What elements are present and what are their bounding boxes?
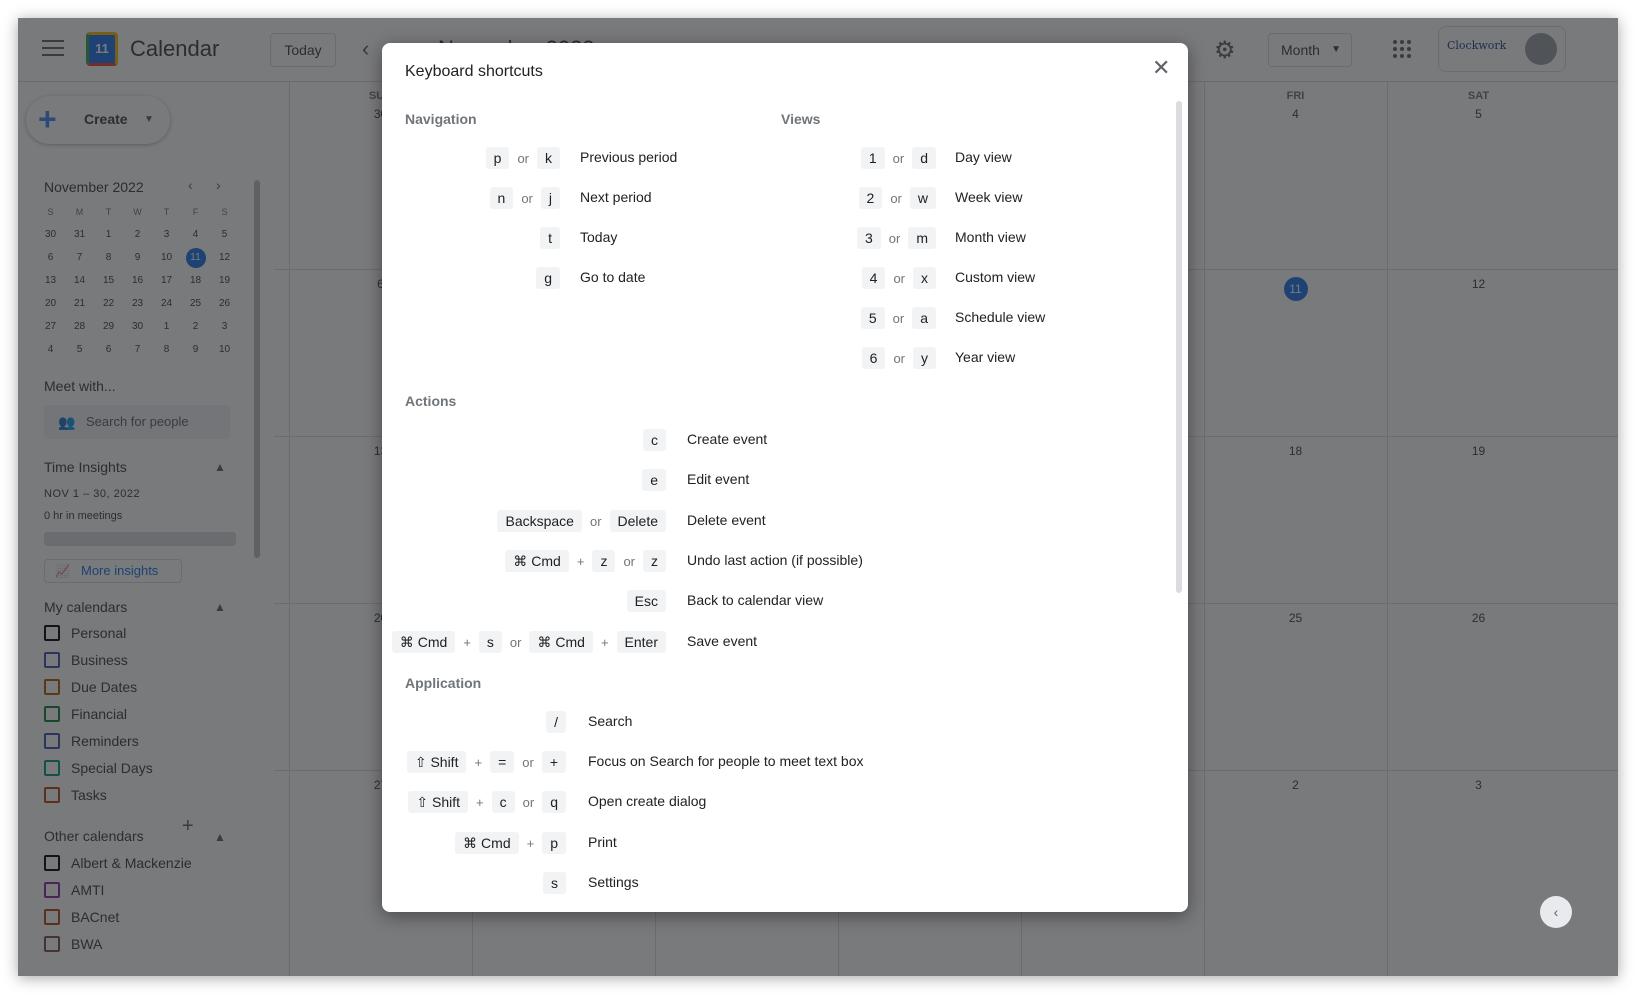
shortcut-keys bbox=[540, 871, 569, 895]
key-cap: ⇧ Shift bbox=[407, 751, 467, 773]
or-separator: or bbox=[522, 794, 535, 810]
plus-separator: + bbox=[474, 754, 483, 770]
shortcut-description: Search bbox=[588, 713, 633, 729]
shortcut-description: Today bbox=[580, 229, 618, 245]
shortcut-description: Week view bbox=[955, 189, 1023, 205]
key-cap: t bbox=[540, 227, 560, 249]
shortcut-keys bbox=[858, 146, 939, 170]
views-heading: Views bbox=[781, 111, 821, 127]
shortcut-keys bbox=[404, 750, 569, 774]
shortcut-description: Settings bbox=[588, 874, 639, 890]
plus-separator: + bbox=[600, 634, 609, 650]
key-cap: d bbox=[912, 147, 936, 169]
shortcut-keys bbox=[483, 146, 563, 170]
shortcut-keys bbox=[452, 831, 569, 855]
shortcut-description: Focus on Search for people to meet text box bbox=[588, 753, 864, 769]
plus-separator: + bbox=[526, 835, 535, 851]
key-cap: Enter bbox=[617, 631, 666, 653]
or-separator: or bbox=[888, 230, 901, 246]
shortcut-description: Save event bbox=[687, 633, 758, 649]
shortcut-keys bbox=[502, 549, 669, 573]
shortcut-keys bbox=[854, 226, 939, 250]
key-cap: w bbox=[910, 187, 936, 209]
key-cap: ⇧ Shift bbox=[408, 791, 468, 813]
shortcut-keys bbox=[859, 346, 939, 370]
or-separator: or bbox=[892, 150, 905, 166]
key-cap: c bbox=[492, 791, 515, 813]
or-separator: or bbox=[517, 150, 529, 166]
application-heading: Application bbox=[405, 675, 482, 691]
shortcut-description: Delete event bbox=[687, 512, 766, 528]
shortcut-keys bbox=[859, 266, 939, 290]
key-cap: y bbox=[913, 347, 936, 369]
plus-separator: + bbox=[476, 794, 484, 810]
shortcut-description: Next period bbox=[580, 189, 652, 205]
shortcut-description: Print bbox=[588, 834, 617, 850]
shortcut-keys bbox=[640, 428, 669, 452]
or-separator: or bbox=[623, 553, 635, 569]
key-cap: Backspace bbox=[497, 510, 581, 532]
shortcut-description: Schedule view bbox=[955, 309, 1046, 325]
shortcut-keys bbox=[389, 630, 669, 654]
plus-separator: + bbox=[463, 634, 471, 650]
shortcut-keys bbox=[624, 589, 669, 613]
key-cap: p bbox=[542, 832, 566, 854]
shortcut-keys bbox=[856, 186, 939, 210]
navigation-heading: Navigation bbox=[405, 111, 477, 127]
shortcut-keys bbox=[494, 509, 669, 533]
key-cap: e bbox=[642, 469, 666, 491]
key-cap: c bbox=[643, 429, 666, 451]
shortcut-description: Day view bbox=[955, 149, 1012, 165]
or-separator: or bbox=[509, 634, 522, 650]
shortcut-keys bbox=[487, 186, 563, 210]
shortcut-description: Back to calendar view bbox=[687, 592, 824, 608]
key-cap: x bbox=[913, 267, 936, 289]
shortcut-keys bbox=[858, 306, 939, 330]
key-cap: a bbox=[912, 307, 936, 329]
keyboard-shortcuts-dialog bbox=[382, 43, 1188, 912]
key-cap: q bbox=[542, 791, 566, 813]
plus-separator: + bbox=[576, 553, 585, 569]
actions-heading: Actions bbox=[405, 393, 457, 409]
or-separator: or bbox=[893, 350, 905, 366]
or-separator: or bbox=[892, 310, 905, 326]
key-cap: ⌘ Cmd bbox=[455, 832, 518, 854]
shortcut-description: Go to date bbox=[580, 269, 646, 285]
key-cap: Delete bbox=[610, 510, 666, 532]
key-cap: 1 bbox=[861, 147, 885, 169]
dialog-title: Keyboard shortcuts bbox=[405, 63, 543, 80]
shortcut-description: Month view bbox=[955, 229, 1026, 245]
shortcut-keys bbox=[639, 468, 669, 492]
shortcut-description: Undo last action (if possible) bbox=[687, 552, 863, 568]
key-cap: ⌘ Cmd bbox=[505, 550, 568, 572]
key-cap: / bbox=[546, 711, 566, 733]
key-cap: g bbox=[536, 267, 560, 289]
or-separator: or bbox=[589, 513, 602, 529]
key-cap: ⌘ Cmd bbox=[529, 631, 592, 653]
key-cap: 6 bbox=[862, 347, 886, 369]
shortcut-keys bbox=[543, 710, 569, 734]
key-cap: + bbox=[542, 751, 566, 773]
or-separator: or bbox=[522, 754, 534, 770]
side-panel-toggle-icon[interactable]: ‹ bbox=[1540, 896, 1572, 928]
app-window bbox=[18, 18, 1618, 976]
shortcut-description: Custom view bbox=[955, 269, 1036, 285]
key-cap: z bbox=[592, 550, 615, 572]
shortcut-description: Year view bbox=[955, 349, 1016, 365]
shortcut-description: Previous period bbox=[580, 149, 678, 165]
dialog-scrollbar[interactable] bbox=[1176, 101, 1182, 593]
shortcut-description: Create event bbox=[687, 431, 768, 447]
shortcut-description: Edit event bbox=[687, 471, 750, 487]
key-cap: Esc bbox=[627, 590, 666, 612]
key-cap: 2 bbox=[859, 187, 883, 209]
key-cap: s bbox=[479, 631, 502, 653]
or-separator: or bbox=[890, 190, 902, 206]
key-cap: k bbox=[537, 147, 560, 169]
or-separator: or bbox=[521, 190, 533, 206]
key-cap: z bbox=[643, 550, 666, 572]
key-cap: 3 bbox=[857, 227, 881, 249]
key-cap: j bbox=[541, 187, 560, 209]
key-cap: 5 bbox=[861, 307, 885, 329]
key-cap: p bbox=[486, 147, 510, 169]
shortcut-keys bbox=[537, 226, 563, 250]
or-separator: or bbox=[893, 270, 905, 286]
close-icon[interactable]: ✕ bbox=[1152, 55, 1171, 80]
key-cap: m bbox=[908, 227, 936, 249]
key-cap: 4 bbox=[862, 267, 886, 289]
key-cap: ⌘ Cmd bbox=[392, 631, 455, 653]
key-cap: n bbox=[490, 187, 514, 209]
shortcut-description: Open create dialog bbox=[588, 793, 707, 809]
key-cap: = bbox=[490, 751, 514, 773]
shortcut-keys bbox=[533, 266, 563, 290]
shortcut-keys bbox=[405, 790, 569, 814]
key-cap: s bbox=[543, 872, 566, 894]
